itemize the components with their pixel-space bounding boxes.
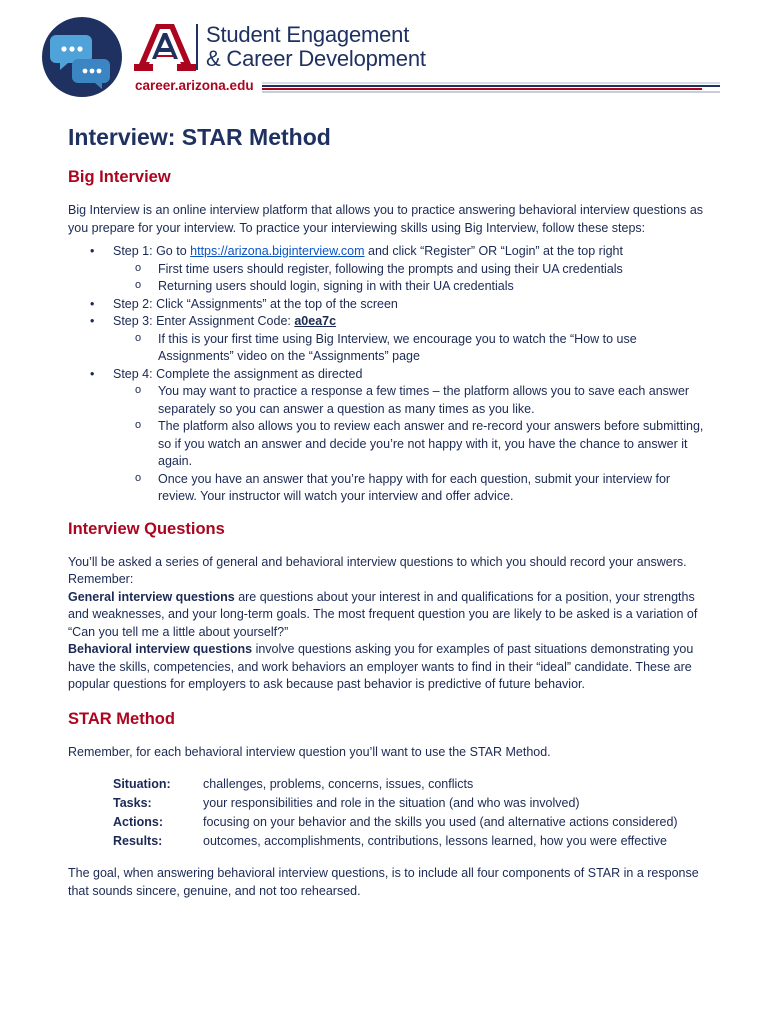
star-label: Actions: [113,815,163,829]
brand-line-2: & Career Development [206,46,426,71]
step-3-sublist [113,331,708,366]
table-row [113,813,678,832]
document-body [68,122,708,900]
table-row [113,794,678,813]
list-item: o Once you have an answer that you’re happy with for each question, submit your interview for review. Your instructor will watch your interview and offer advice. [113,471,708,506]
star-description: challenges, problems, concerns, issues, conflicts [203,777,474,791]
page-title: Interview: STAR Method [68,124,331,150]
header [0,0,768,110]
star-intro: Remember, for each behavioral interview question you’ll want to use the STAR Method. [68,744,551,759]
brand-line-1: Student Engagement [206,22,410,47]
behavioral-term: Behavioral interview questions [68,642,253,656]
star-label: Results: [113,834,163,848]
list-item: o If this is your first time using Big Interview, we encourage you to watch the “How to use Assignments” video on the “Assignments” page [113,331,708,366]
step-1 [68,243,708,296]
list-item: o First time users should register, following the prompts and using their UA credentials [113,261,708,279]
step-4 [68,366,708,506]
general-questions-paragraph [68,589,708,642]
step-4-sublist [113,383,708,506]
behavioral-text: involve questions asking you for examples of past situations demonstrating you have the skills, competencies, and work behaviors an employer wants to find in their “ideal” candidate. These are popular questions for employers to ask because past behavior is predictive of future behavior. [68,642,694,691]
header-divider [196,24,198,70]
general-term: General interview questions [68,589,235,604]
star-label: Tasks: [113,796,152,810]
section-heading-big-interview: Big Interview [68,168,171,186]
section-heading-star-method: STAR Method [68,709,175,728]
university-a-logo [134,22,196,72]
step-1-suffix: and click “Register” OR “Login” at the top right [364,244,623,258]
chat-bubbles-logo [42,17,122,97]
table-row [113,832,678,851]
steps-list [68,243,708,506]
list-item: o Returning users should login, signing in with their UA credentials [113,278,708,296]
site-url[interactable]: career.arizona.edu [135,78,254,93]
big-interview-intro: Big Interview is an online interview platform that allows you to practice answering behavioral interview questions as you prepare for your interview. To practice your interviewing skills using Big Interview, follow these steps: [68,203,704,235]
star-description: your responsibilities and role in the situation (and who was involved) [203,796,580,810]
section-heading-interview-questions: Interview Questions [68,519,225,538]
list-item: o The platform also allows you to review each answer and re-record your answers before submitting, so if you watch an answer and decide you’re not happy with it, you have the chance to answer it again. [113,418,708,471]
step-1-prefix: Step 1: Go to [113,244,191,258]
interview-questions-intro: You’ll be asked a series of general and behavioral interview questions to which you should record your answers. Remember: [68,554,687,586]
star-label: Situation: [113,777,171,791]
step-3-prefix: Step 3: Enter Assignment Code: [113,314,295,328]
table-row [113,775,678,794]
star-description: outcomes, accomplishments, contributions, lessons learned, how you were effective [203,834,667,848]
star-description: focusing on your behavior and the skills you used (and alternative actions considered) [203,815,678,829]
behavioral-questions-paragraph [68,641,708,694]
step-1-sublist [113,261,708,296]
chat-bubbles-icon [42,17,122,97]
assignment-code: a0ea7c [294,314,337,328]
general-text: are questions about your interest in and qualifications for a position, your strengths and weaknesses, and your long-term goals. The most frequent question you are likely to be asked is a variation of “Can you tell me a little about yourself?” [68,589,698,639]
step-2: • Step 2: Click “Assignments” at the top of the screen [68,296,708,314]
header-stripes [262,82,720,93]
step-3 [68,313,708,366]
star-table [113,775,678,851]
list-item: o You may want to practice a response a few times – the platform allows you to save each answer separately so you can answer a question as many times as you like. [113,383,708,418]
big-interview-link[interactable]: https://arizona.biginterview.com [190,244,365,258]
star-closing: The goal, when answering behavioral interview questions, is to include all four components of STAR in a response that sounds sincere, genuine, and not too rehearsed. [68,866,699,898]
step-4-text: Step 4: Complete the assignment as directed [113,366,363,381]
